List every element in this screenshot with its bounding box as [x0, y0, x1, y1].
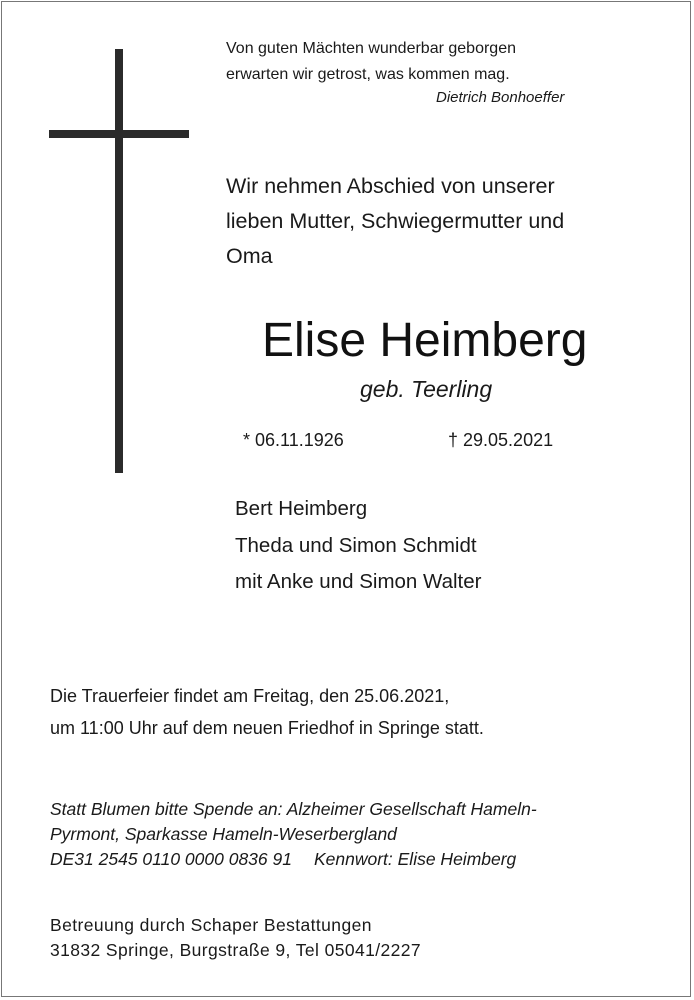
undertaker-line-1: Betreuung durch Schaper Bestattungen	[50, 915, 372, 935]
deceased-name: Elise Heimberg	[262, 314, 588, 367]
donation-notice	[50, 797, 537, 872]
quote-line-1: Von guten Mächten wunderbar geborgen	[226, 40, 516, 57]
intro-line-2: lieben Mutter, Schwiegermutter und	[226, 209, 565, 233]
undertaker-info	[50, 913, 421, 963]
donation-iban: DE31 2545 0110 0000 0836 91	[50, 849, 292, 869]
mourner-line-1: Bert Heimberg	[235, 497, 368, 520]
undertaker-line-2: 31832 Springe, Burgstraße 9, Tel 05041/2227	[50, 940, 422, 960]
mourner-line-2: Theda und Simon Schmidt	[235, 533, 477, 557]
donation-line-2: Pyrmont, Sparkasse Hameln-Weserbergland	[50, 824, 397, 844]
death-date: † 29.05.2021	[448, 430, 554, 450]
funeral-ceremony-notice	[50, 680, 484, 744]
mourner-line-3: mit Anke und Simon Walter	[235, 570, 482, 593]
donation-keyword: Kennwort: Elise Heimberg	[313, 849, 517, 869]
donation-line-3	[50, 847, 537, 872]
birth-date: * 06.11.1926	[243, 430, 344, 450]
quote-author: Dietrich Bonhoeffer	[436, 89, 565, 106]
intro-line-3: Oma	[226, 244, 273, 268]
farewell-intro	[226, 169, 564, 274]
deceased-birth-name: geb. Teerling	[360, 376, 493, 402]
donation-line-1: Statt Blumen bitte Spende an: Alzheimer Gesellschaft Hameln-	[50, 799, 537, 819]
ceremony-line-2: um 11:00 Uhr auf dem neuen Friedhof in Springe statt.	[50, 718, 484, 738]
bible-quote	[226, 36, 516, 88]
cross-vertical-bar	[115, 49, 123, 473]
quote-line-2: erwarten wir getrost, was kommen mag.	[226, 66, 510, 83]
ceremony-line-1: Die Trauerfeier findet am Freitag, den 25.06.2021,	[50, 686, 450, 706]
intro-line-1: Wir nehmen Abschied von unserer	[226, 174, 555, 198]
mourners-list	[235, 491, 481, 601]
cross-horizontal-bar	[49, 130, 189, 138]
